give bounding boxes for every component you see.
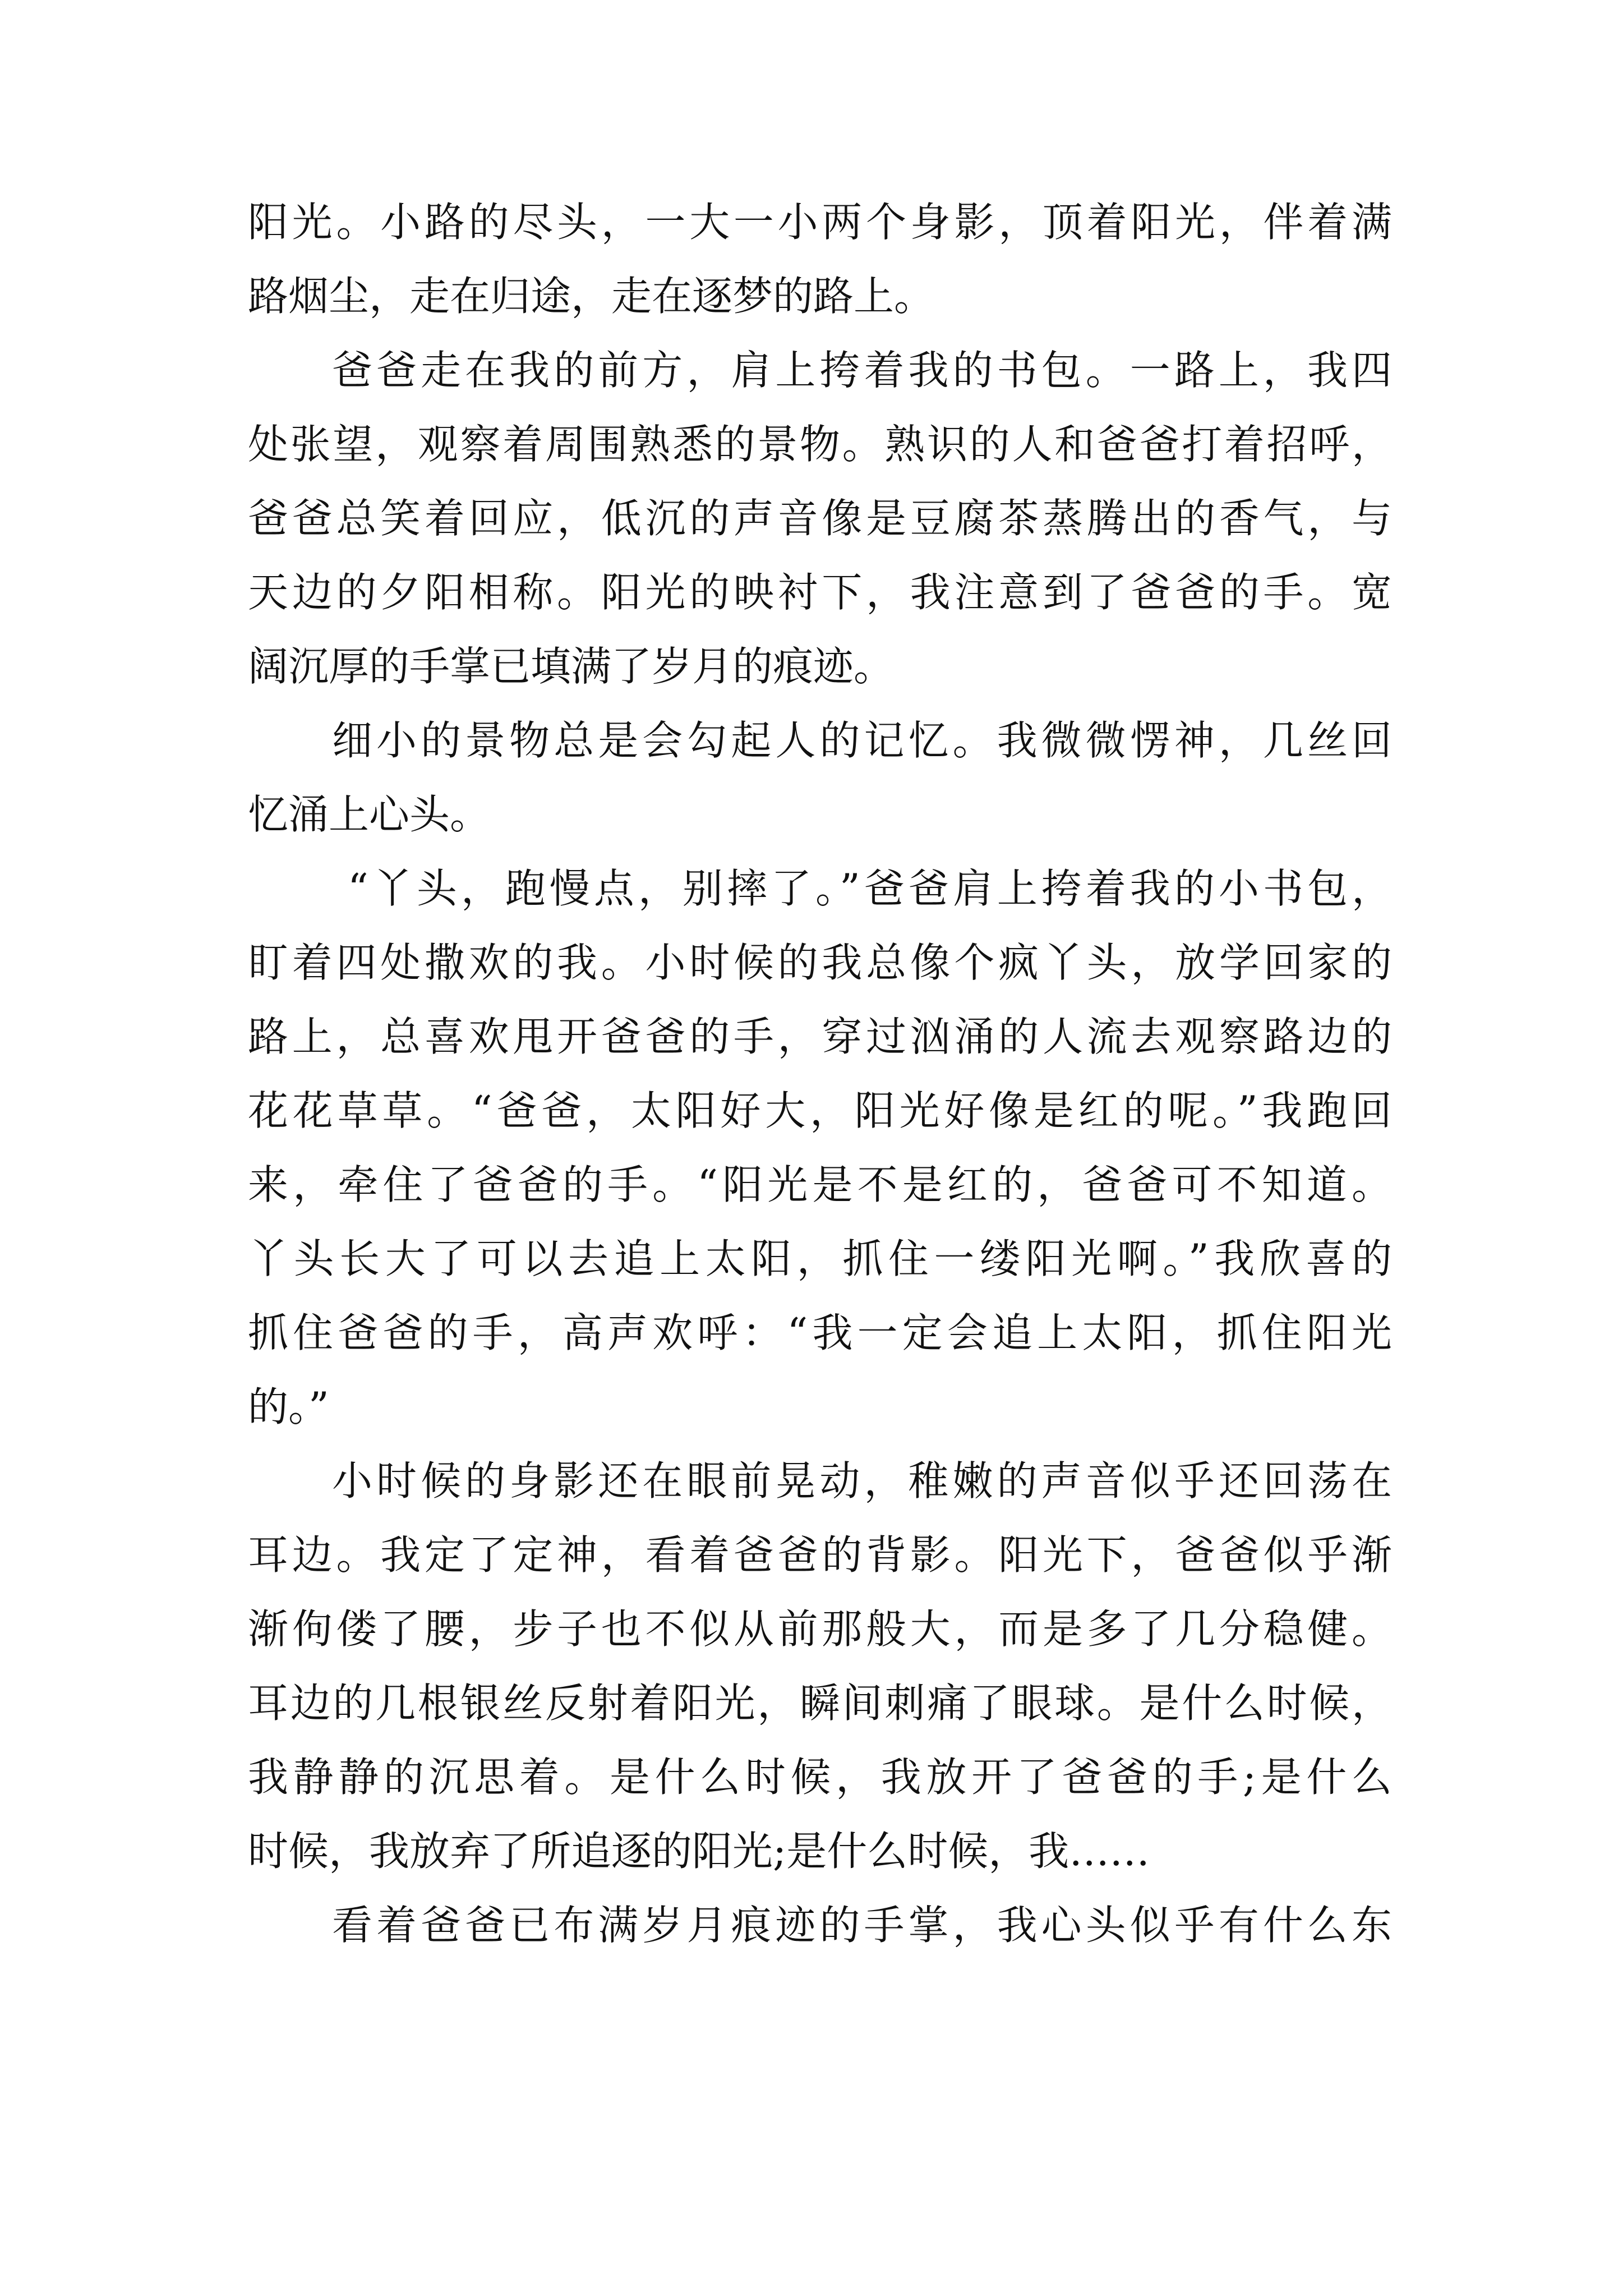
text-line: 来，牵住了爸爸的手。“阳光是不是红的，爸爸可不知道。: [248, 1161, 1392, 1208]
text-line: 路上，总喜欢甩开爸爸的手，穿过汹涌的人流去观察路边的: [248, 1013, 1392, 1060]
paragraph-first-line: 看着爸爸已布满岁月痕迹的手掌，我心头似乎有什么东: [332, 1902, 1392, 1949]
paragraph-first-line: “丫头，跑慢点，别摔了。”爸爸肩上挎着我的小书包，: [348, 865, 1392, 912]
text-line: 爸爸总笑着回应，低沉的声音像是豆腐茶蒸腾出的香气，与: [248, 495, 1392, 542]
text-line: 抓住爸爸的手，高声欢呼：“我一定会追上太阳，抓住阳光: [248, 1309, 1392, 1356]
body-text: [248, 185, 1392, 1962]
text-line: 路烟尘，走在归途，走在逐梦的路上。: [248, 273, 935, 320]
text-line: 耳边的几根银丝反射着阳光，瞬间刺痛了眼球。是什么时候，: [248, 1680, 1392, 1727]
text-line: 丫头长大了可以去追上太阳，抓住一缕阳光啊。”我欣喜的: [248, 1235, 1392, 1282]
text-line: 耳边。我定了定神，看着爸爸的背影。阳光下，爸爸似乎渐: [248, 1531, 1392, 1579]
text-line: 天边的夕阳相称。阳光的映衬下，我注意到了爸爸的手。宽: [248, 569, 1392, 616]
text-line: 盯着四处撒欢的我。小时候的我总像个疯丫头，放学回家的: [248, 939, 1392, 986]
text-line: 我静静的沉思着。是什么时候，我放开了爸爸的手;是什么: [248, 1754, 1392, 1801]
text-line: 阳光。小路的尽头，一大一小两个身影，顶着阳光，伴着满: [248, 199, 1392, 246]
text-line: 花花草草。“爸爸，太阳好大，阳光好像是红的呢。”我跑回: [248, 1087, 1392, 1134]
text-line: 的。”: [248, 1383, 329, 1430]
text-line: 阔沉厚的手掌已填满了岁月的痕迹。: [248, 643, 895, 690]
paragraph-first-line: 细小的景物总是会勾起人的记忆。我微微愣神，几丝回: [332, 717, 1392, 764]
paragraph-first-line: 爸爸走在我的前方，肩上挎着我的书包。一路上，我四: [332, 347, 1392, 394]
text-line: 渐佝偻了腰，步子也不似从前那般大，而是多了几分稳健。: [248, 1605, 1392, 1653]
text-line: 处张望，观察着周围熟悉的景物。熟识的人和爸爸打着招呼，: [248, 421, 1392, 468]
paragraph-first-line: 小时候的身影还在眼前晃动，稚嫩的声音似乎还回荡在: [332, 1457, 1392, 1504]
text-line: 忆涌上心头。: [248, 791, 491, 838]
text-line: 时候，我放弃了所追逐的阳光;是什么时候，我……: [248, 1828, 1150, 1875]
